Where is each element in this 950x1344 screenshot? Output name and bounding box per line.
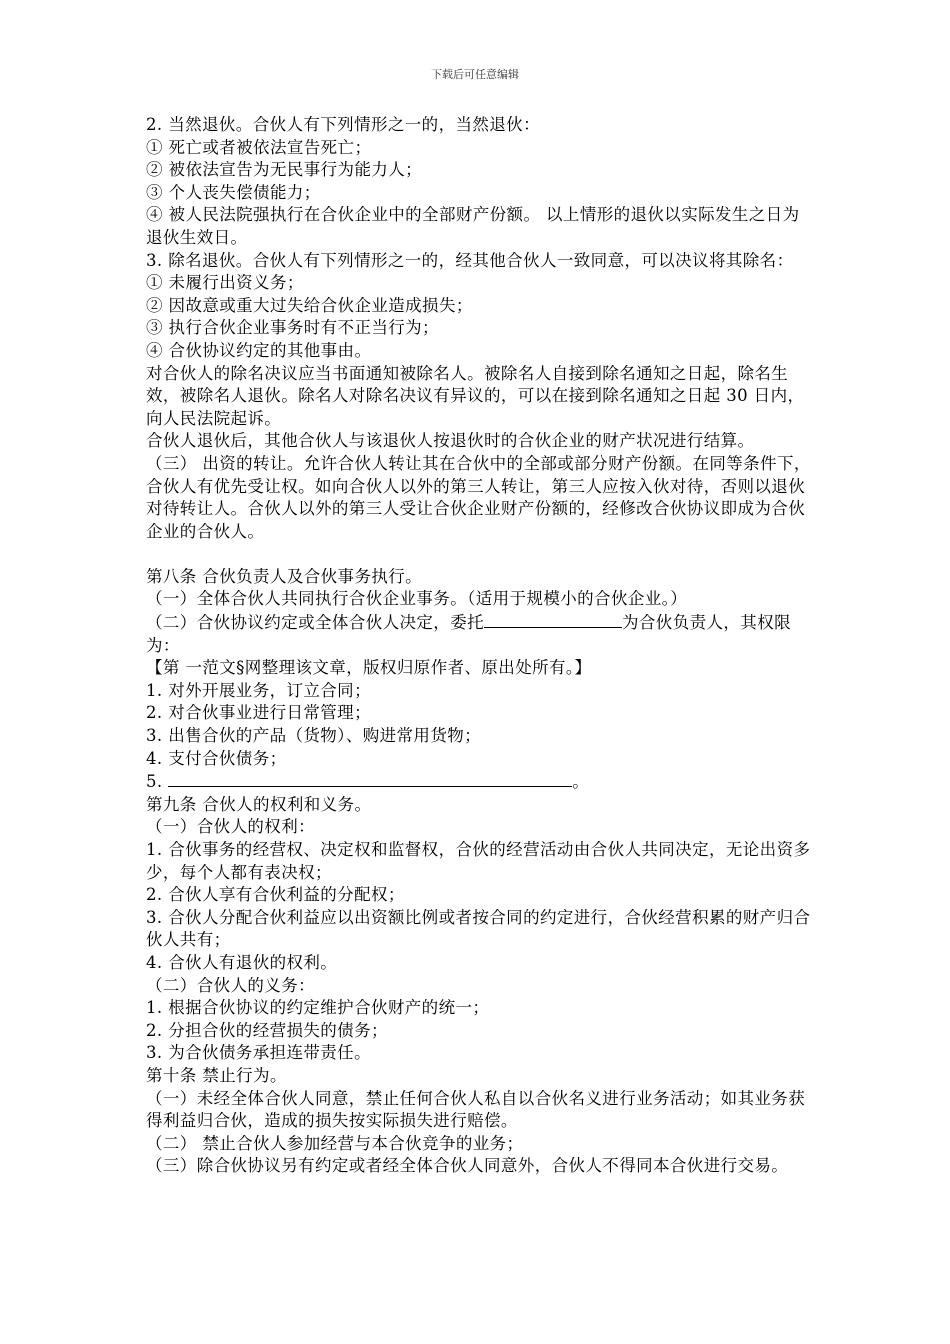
list-item: 1. 合伙事务的经营权、决定权和监督权，合伙的经营活动由合伙人共同决定，无论出资多少，每个人都有表决权； [146, 840, 811, 882]
list-item: 3. 出售合伙的产品（货物）、购进常用货物； [146, 726, 482, 746]
list-item: 2. 对合伙事业进行日常管理； [146, 703, 371, 723]
paragraph: ④ 被人民法院强执行在合伙企业中的全部财产份额。 以上情形的退伙以实际发生之日为退伙生效日。 [146, 205, 800, 247]
article-9-title: 第九条 合伙人的权利和义务。 [146, 794, 372, 814]
list-item: 4. 合伙人有退伙的权利。 [146, 952, 338, 972]
fill-in-blank [484, 611, 622, 628]
list-item [146, 770, 816, 794]
text-span: （二）合伙协议约定或全体合伙人决定，委托 [146, 613, 484, 633]
list-item: （二） 禁止合伙人参加经营与本合伙竞争的业务； [146, 1133, 524, 1153]
paragraph: ② 因故意或重大过失给合伙企业造成损失； [146, 295, 473, 315]
section-title: （一）合伙人的权利： [146, 817, 315, 837]
text-span: 5. [146, 772, 163, 792]
paragraph: ① 死亡或者被依法宣告死亡； [146, 137, 372, 157]
list-item: （一）未经全体合伙人同意，禁止任何合伙人私自以合伙名义进行业务活动；如其业务获得利益归合伙，造成的损失按实际损失进行赔偿。 [146, 1088, 806, 1131]
paragraph: 合伙人退伙后，其他合伙人与该退伙人按退伙时的合伙企业的财产状况进行结算。 [146, 431, 755, 451]
page-header: 下载后可任意编辑 [431, 68, 519, 81]
fill-in-blank [168, 770, 572, 787]
notice-line: 【第 一范文§网整理该文章，版权归原作者、原出处所有。】 [146, 658, 592, 678]
paragraph: ② 被依法宣告为无民事行为能力人； [146, 160, 423, 180]
paragraph: ③ 个人丧失偿债能力； [146, 182, 321, 202]
article-8-title: 第八条 合伙负责人及合伙事务执行。 [146, 566, 423, 586]
paragraph: ③ 执行合伙企业事务时有不正当行为； [146, 318, 439, 338]
list-item: 3. 合伙人分配合伙利益应以出资额比例或者按合同的约定进行，合伙经营积累的财产归合伙人共有； [146, 907, 811, 950]
text-span: 。 [572, 772, 590, 792]
list-item: 4. 支付合伙债务； [146, 748, 287, 768]
paragraph: ④ 合伙协议约定的其他事由。 [146, 340, 372, 360]
list-item: 1. 对外开展业务，订立合同； [146, 680, 371, 700]
list-item: 2. 合伙人享有合伙利益的分配权； [146, 885, 405, 905]
paragraph: （一）全体合伙人共同执行合伙企业事务。（适用于规模小的合伙企业。） [146, 589, 688, 609]
paragraph: 2. 当然退伙。合伙人有下列情形之一的，当然退伙： [146, 115, 540, 134]
document-body [146, 114, 816, 1178]
list-item: （三）除合伙协议另有约定或者经全体合伙人同意外，合伙人不得同本合伙进行交易。 [146, 1156, 789, 1176]
section-title: （二）合伙人的义务： [146, 975, 315, 995]
list-item: 3. 为合伙债务承担连带责任。 [146, 1043, 371, 1063]
article-10-title: 第十条 禁止行为。 [146, 1065, 287, 1085]
list-item: 2. 分担合伙的经营损失的债务； [146, 1020, 388, 1040]
paragraph: ① 未履行出资义务； [146, 273, 304, 293]
list-item: 1. 根据合伙协议的约定维护合伙财产的统一； [146, 998, 490, 1018]
text-span: 为合伙负责人，其权限为： [146, 613, 791, 655]
paragraph: 3. 除名退伙。合伙人有下列情形之一的，经其他合伙人一致同意，可以决议将其除名： [146, 250, 794, 270]
paragraph: 对合伙人的除名决议应当书面通知被除名人。被除名人自接到除名通知之日起，除名生效，被除名人退伙。除名人对除名决议有异议的，可以在接到除名通知之日起 30 日内，向人民法院起诉。 [146, 363, 805, 428]
paragraph [146, 611, 816, 657]
paragraph: （三） 出资的转让。允许合伙人转让其在合伙中的全部或部分财产份额。在同等条件下，合伙人有优先受让权。如向合伙人以外的第三人转让，第三人应按入伙对待，否则以退伙对待转让人。合伙人以外的第三人受让合伙企业财产份额的，经修改合伙协议即成为合伙企业的合伙人。 [146, 453, 811, 541]
